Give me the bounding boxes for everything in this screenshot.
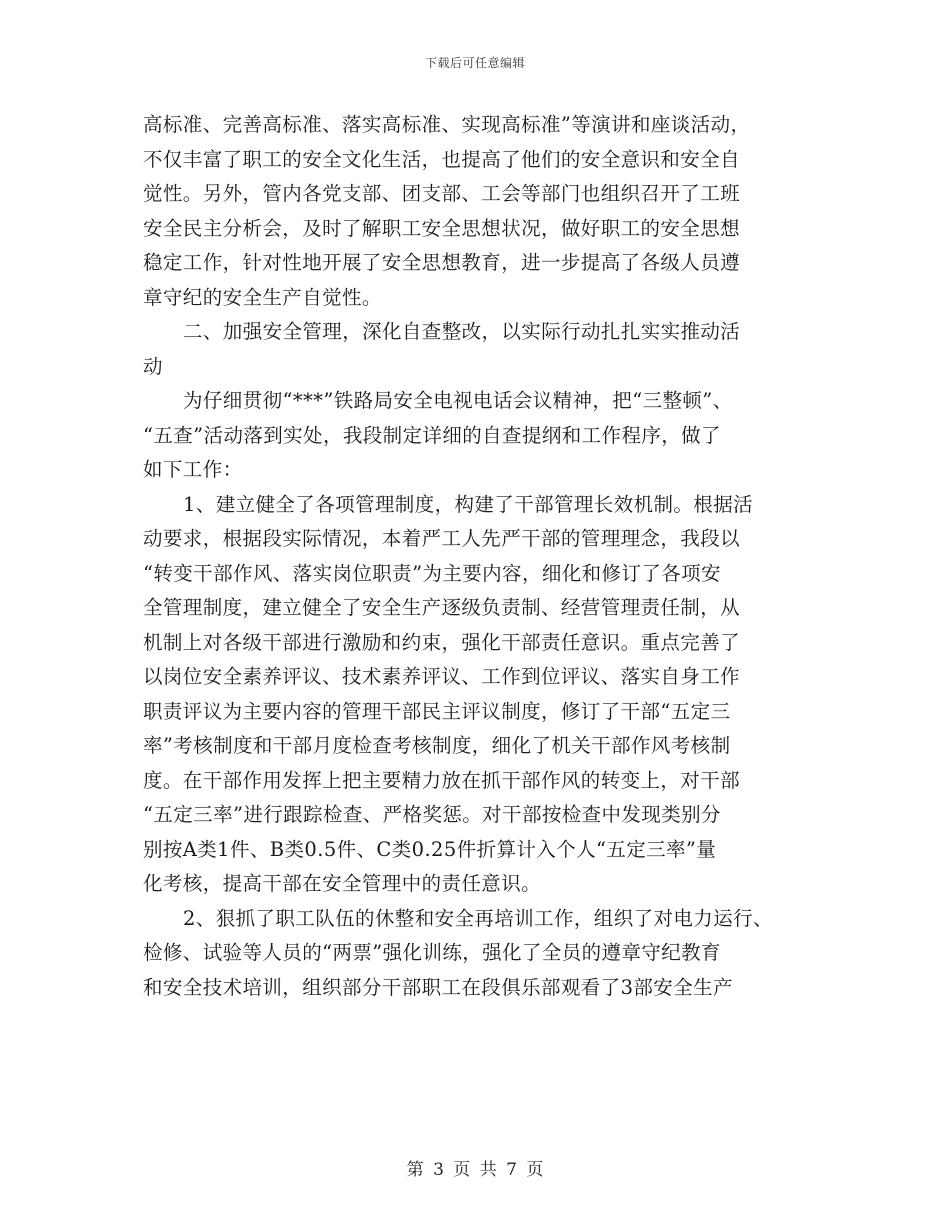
text-line: 稳定工作，针对性地开展了安全思想教育，进一步提高了各级人员遵 <box>143 251 741 274</box>
text-line: 如下工作： <box>143 458 243 481</box>
text-line: 高标准、完善高标准、落实高标准、实现高标准”等演讲和座谈活动， <box>143 113 751 136</box>
text-line: 机制上对各级干部进行激励和约束，强化干部责任意识。重点完善了 <box>143 630 741 654</box>
text-line: 动要求，根据段实际情况，本着严工人先严干部的管理理念，我段以 <box>143 527 741 550</box>
text-line: 以岗位安全素养评议、技术素养评议、工作到位评议、落实自身工作 <box>143 665 741 688</box>
page-header-note: 下载后可任意编辑 <box>424 56 525 70</box>
page-number: 第 3 页 共 7 页 <box>406 1160 544 1180</box>
text-line: 2、狠抓了职工队伍的休整和安全再培训工作，组织了对电力运行、 <box>183 906 773 930</box>
text-line: “转变干部作风、落实岗位职责”为主要内容，细化和修订了各项安 <box>143 561 721 585</box>
text-line: 度。在干部作用发挥上把主要精力放在抓干部作风的转变上，对干部 <box>143 768 741 792</box>
text-line: “五查”活动落到实处，我段制定详细的自查提纲和工作程序，做了 <box>143 423 721 447</box>
text-line: 职责评议为主要内容的管理干部民主评议制度，修订了干部“五定三 <box>143 699 731 723</box>
text-line: 和安全技术培训，组织部分干部职工在段俱乐部观看了3部安全生产 <box>143 975 733 999</box>
text-line: 检修、试验等人员的“两票”强化训练，强化了全员的遵章守纪教育 <box>143 941 721 964</box>
text-line: 安全民主分析会，及时了解职工安全思想状况，做好职工的安全思想 <box>143 216 741 240</box>
text-line: 为仔细贯彻“***”铁路局安全电视电话会议精神，把“三整顿”、 <box>183 389 733 412</box>
text-line: 别按A类1件、B类0.5件、C类0.25件折算计入个人“五定三率”量 <box>143 837 717 861</box>
section-heading: 二、加强安全管理，深化自查整改，以实际行动扎扎实实推动活 <box>183 320 741 343</box>
text-line: 觉性。另外，管内各党支部、团支部、工会等部门也组织召开了工班 <box>143 182 741 205</box>
section-heading-continued: 动 <box>143 354 163 378</box>
text-line: 章守纪的安全生产自觉性。 <box>143 285 382 309</box>
text-line: 不仅丰富了职工的安全文化生活，也提高了他们的安全意识和安全自 <box>143 147 741 171</box>
text-line: 全管理制度，建立健全了安全生产逐级负责制、经营管理责任制，从 <box>143 596 741 619</box>
text-line: 1、建立健全了各项管理制度，构建了干部管理长效机制。根据活 <box>183 492 754 516</box>
text-line: 化考核，提高干部在安全管理中的责任意识。 <box>143 872 542 895</box>
text-line: “五定三率”进行跟踪检查、严格奖惩。对干部按检查中发现类别分 <box>143 803 721 826</box>
document-body <box>143 108 813 1005</box>
text-line: 率”考核制度和干部月度检查考核制度，细化了机关干部作风考核制 <box>143 734 731 757</box>
